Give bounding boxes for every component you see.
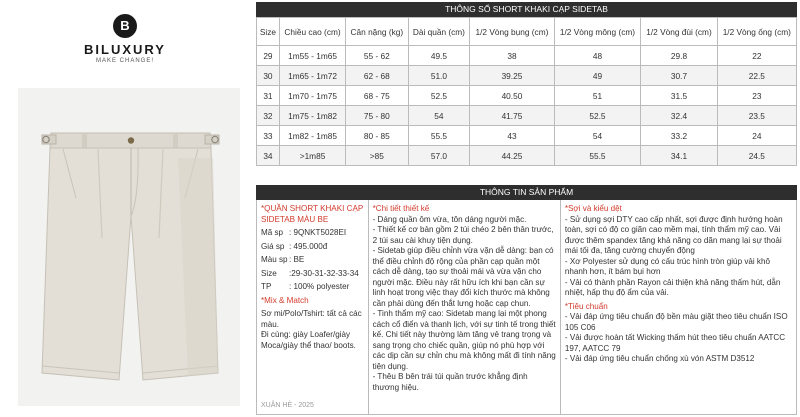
size-value: :29-30-31-32-33-34 <box>289 268 359 278</box>
size-table-header-cell: Chiều cao (cm) <box>279 18 345 46</box>
material-row <box>261 282 364 293</box>
fabric-title: *Sợi và kiểu dệt <box>564 204 622 213</box>
size-table-header-cell: Size <box>257 18 280 46</box>
size-table-header-cell: Dài quần (cm) <box>408 18 470 46</box>
size-table-cell: 44.25 <box>470 146 554 166</box>
product-info-body <box>256 200 797 415</box>
size-table-cell: 39.25 <box>470 66 554 86</box>
size-table-cell: 23 <box>717 86 796 106</box>
size-table-cell: 54 <box>408 106 470 126</box>
size-table-cell: 30 <box>257 66 280 86</box>
size-table-cell: 57.0 <box>408 146 470 166</box>
size-table-cell: 41.75 <box>470 106 554 126</box>
detail-line: - Tinh thẩm mỹ cao: Sidetab mang lại một phong cách cổ điển và thanh lịch, với sự tinh tế trong thiết kế. Chi tiết này thường làm tăng vẻ trang trọng và sang trọng cho chiếc quần, giúp nó phù hợp với các dịp cần sự chỉn chu mà không mất đi tính năng tiện dụng. <box>372 309 556 371</box>
product-name: *QUẦN SHORT KHAKI CẠP SIDETAB MÀU BE <box>261 204 364 224</box>
size-table-cell: 29.8 <box>641 46 717 66</box>
product-summary-column <box>257 200 369 414</box>
size-table-body <box>257 46 797 166</box>
sku-label: Mã sp <box>261 228 284 237</box>
size-table-row <box>257 106 797 126</box>
size-table-row <box>257 46 797 66</box>
left-panel <box>0 0 250 417</box>
product-photo <box>18 88 240 406</box>
size-table-header-cell: 1/2 Vòng mông (cm) <box>554 18 641 46</box>
size-row <box>261 269 364 280</box>
size-table-cell: 52.5 <box>554 106 641 126</box>
mix-match-title: *Mix & Match <box>261 295 309 305</box>
size-table-cell: 49.5 <box>408 46 470 66</box>
size-table-cell: 24 <box>717 126 796 146</box>
color-row <box>261 255 364 266</box>
detail-line: - Sidetab giúp điều chỉnh vừa vặn dễ dàng: bạn có thể điều chỉnh độ rộng của phần cạp quần một cách dễ dàng, tạo sự thoải mái và vừa vặn cho người mặc. Điều này rất hữu ích khi bạn cần sự linh hoạt trong việc thay đổi kích thước mà không cần phải dùng đến thắt lưng hoặc cạp chun. <box>372 246 554 308</box>
size-table-row <box>257 126 797 146</box>
color-value: : BE <box>289 255 305 264</box>
size-chart <box>256 2 797 166</box>
size-table-cell: 68 - 75 <box>346 86 408 106</box>
fabric-standards-column <box>561 200 796 414</box>
material-label: TP <box>261 282 272 291</box>
material-value: : 100% polyester <box>289 282 350 291</box>
size-table-cell: 33 <box>257 126 280 146</box>
standard-line: - Vải đáp ứng tiêu chuẩn chống xù vón ASTM D3512 <box>564 354 755 363</box>
price-row <box>261 242 364 253</box>
detail-line: - Dáng quần ôm vừa, tôn dáng người mặc. <box>372 214 527 224</box>
product-info <box>256 185 797 415</box>
standards-title: *Tiêu chuẩn <box>564 301 608 311</box>
size-table-cell: >85 <box>346 146 408 166</box>
size-table-header-cell: 1/2 Vòng đùi (cm) <box>641 18 717 46</box>
size-table-cell: 55.5 <box>408 126 470 146</box>
size-table-cell: 1m65 - 1m72 <box>279 66 345 86</box>
size-table-cell: 32 <box>257 106 280 126</box>
size-table-cell: 23.5 <box>717 106 796 126</box>
size-table-cell: >1m85 <box>279 146 345 166</box>
size-table-cell: 43 <box>470 126 554 146</box>
standard-line: - Vải đáp ứng tiêu chuẩn độ bền màu giặt theo tiêu chuẩn ISO 105 C06 <box>564 312 788 332</box>
fabric-line: - Xơ Polyester sử dụng có cấu trúc hình tròn giúp vải khô nhanh hơn, ít bám bụi hơn <box>564 256 770 276</box>
size-table <box>256 17 797 166</box>
size-table-cell: 32.4 <box>641 106 717 126</box>
size-table-cell: 34 <box>257 146 280 166</box>
size-table-cell: 1m75 - 1m82 <box>279 106 345 126</box>
sku-row <box>261 228 364 239</box>
size-table-cell: 38 <box>470 46 554 66</box>
mix-match-shoes: Đi cùng: giày Loafer/giày Moca/giày thể thao/ boots. <box>261 330 356 350</box>
price-label: Giá sp <box>261 241 285 251</box>
mix-match-tops: Sơ mi/Polo/Tshirt: tất cả các màu. <box>261 309 362 329</box>
size-table-cell: 55.5 <box>554 146 641 166</box>
size-table-cell: 33.2 <box>641 126 717 146</box>
size-table-cell: 54 <box>554 126 641 146</box>
season-label: XUÂN HÈ - 2025 <box>261 401 314 409</box>
size-table-cell: 55 - 62 <box>346 46 408 66</box>
size-table-header-row <box>257 18 797 46</box>
size-table-cell: 62 - 68 <box>346 66 408 86</box>
detail-line: - Thêu B bên trái túi quần trước khẳng định thương hiệu. <box>372 372 528 392</box>
size-table-cell: 80 - 85 <box>346 126 408 146</box>
brand-name: BILUXURY <box>84 42 166 57</box>
size-table-row <box>257 146 797 166</box>
size-table-cell: 48 <box>554 46 641 66</box>
size-table-header-cell: 1/2 Vòng ống (cm) <box>717 18 796 46</box>
size-table-cell: 1m70 - 1m75 <box>279 86 345 106</box>
size-chart-title: THÔNG SỐ SHORT KHAKI CẠP SIDETAB <box>256 2 797 17</box>
fabric-line: - Vải có thành phần Rayon cải thiện khả năng thấm hút, dẫn nhiệt, hấp thụ độ ẩm của vải. <box>564 277 781 297</box>
size-table-cell: 1m82 - 1m85 <box>279 126 345 146</box>
product-info-title: THÔNG TIN SẢN PHẨM <box>256 185 797 200</box>
color-label: Màu sp <box>261 255 288 264</box>
brand-tagline: MAKE CHANGE! <box>95 58 154 64</box>
brand-logo <box>70 14 180 74</box>
size-table-cell: 22.5 <box>717 66 796 86</box>
size-table-cell: 29 <box>257 46 280 66</box>
size-table-cell: 49 <box>554 66 641 86</box>
design-details-column <box>369 200 561 414</box>
sku-value: : 9QNKT5028EI <box>289 228 347 237</box>
fabric-line: - Sử dụng sợi DTY cao cấp nhất, sợi được định hướng hoàn toàn, sợi có độ co giãn cao mềm mại, tính thẩm mỹ cao. Vải được thêm spandex tăng khả năng co dãn mang lại sự thoải mái tối đa, tăng cường chuyển động <box>564 214 783 255</box>
size-table-cell: 30.7 <box>641 66 717 86</box>
size-table-header-cell: Cân nặng (kg) <box>346 18 408 46</box>
size-table-cell: 31.5 <box>641 86 717 106</box>
size-label: Size <box>261 268 277 278</box>
detail-line: - Thiết kế cơ bản gồm 2 túi chéo 2 bên thân trước, 2 túi sau cài khuy tiện dụng. <box>372 225 554 245</box>
size-table-header-cell: 1/2 Vòng bụng (cm) <box>470 18 554 46</box>
price-value: : 495.000đ <box>289 241 328 251</box>
standard-line: - Vải được hoàn tất Wicking thấm hút theo tiêu chuẩn AATCC 197, AATCC 79 <box>564 333 786 353</box>
size-table-cell: 24.5 <box>717 146 796 166</box>
size-table-cell: 51 <box>554 86 641 106</box>
brand-logo-mark <box>113 14 137 38</box>
size-table-cell: 1m55 - 1m65 <box>279 46 345 66</box>
size-table-row <box>257 86 797 106</box>
size-table-row <box>257 66 797 86</box>
size-table-cell: 22 <box>717 46 796 66</box>
size-table-cell: 34.1 <box>641 146 717 166</box>
size-table-cell: 51.0 <box>408 66 470 86</box>
size-table-cell: 31 <box>257 86 280 106</box>
size-table-cell: 52.5 <box>408 86 470 106</box>
size-table-cell: 75 - 80 <box>346 106 408 126</box>
design-details-title: *Chi tiết thiết kế <box>372 204 430 213</box>
khaki-shorts-image <box>18 88 240 406</box>
size-table-cell: 40.50 <box>470 86 554 106</box>
